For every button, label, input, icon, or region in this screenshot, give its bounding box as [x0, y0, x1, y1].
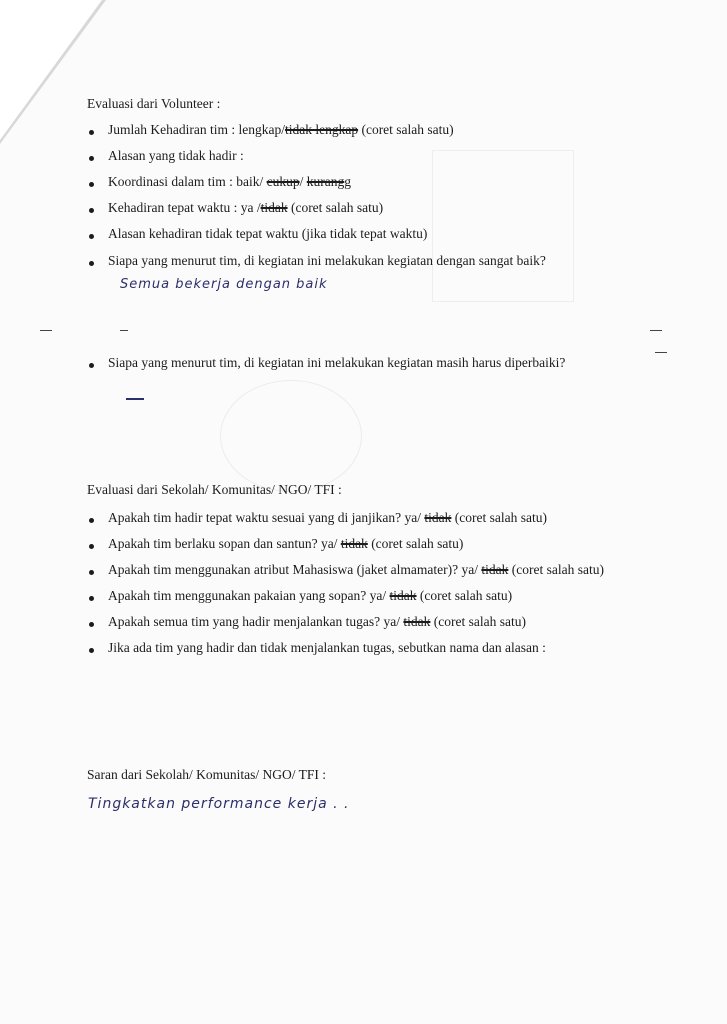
bullet	[89, 596, 94, 601]
bleed-through-box	[432, 150, 574, 302]
page-fold-corner	[0, 0, 102, 140]
bullet	[89, 544, 94, 549]
scan-mark	[650, 330, 662, 331]
volunteer-heading: Evaluasi dari Volunteer :	[87, 96, 221, 111]
handwritten-dash	[126, 398, 144, 400]
bullet	[89, 234, 94, 239]
list-item: Apakah tim menggunakan atribut Mahasiswa (jaket almamater)? ya/ tidak (coret salah satu)	[108, 562, 604, 577]
list-item: Siapa yang menurut tim, di kegiatan ini melakukan kegiatan masih harus diperbaiki?	[108, 355, 566, 370]
list-item: Apakah tim hadir tepat waktu sesuai yang di janjikan? ya/ tidak (coret salah satu)	[108, 510, 547, 525]
bullet	[89, 182, 94, 187]
bullet	[89, 518, 94, 523]
bullet	[89, 622, 94, 627]
bullet	[89, 648, 94, 653]
bullet	[89, 363, 94, 368]
list-item: Alasan yang tidak hadir :	[108, 148, 244, 163]
list-item: Siapa yang menurut tim, di kegiatan ini melakukan kegiatan dengan sangat baik?	[108, 253, 546, 268]
bullet	[89, 261, 94, 266]
list-item: Apakah tim menggunakan pakaian yang sopan? ya/ tidak (coret salah satu)	[108, 588, 513, 603]
handwritten-answer: Semua bekerja dengan baik	[120, 277, 328, 292]
bullet	[89, 208, 94, 213]
list-item: Jumlah Kehadiran tim : lengkap/tidak lengkap (coret salah satu)	[108, 122, 454, 137]
bullet	[89, 570, 94, 575]
handwritten-answer: Tingkatkan performance kerja . .	[88, 796, 350, 812]
list-item: Apakah semua tim yang hadir menjalankan tugas? ya/ tidak (coret salah satu)	[108, 614, 526, 629]
bleed-through-mark	[220, 380, 362, 492]
list-item: Koordinasi dalam tim : baik/ cukup/ kurangg	[108, 174, 351, 189]
school-heading: Evaluasi dari Sekolah/ Komunitas/ NGO/ TFI :	[87, 482, 342, 497]
bullet	[89, 130, 94, 135]
scan-mark	[40, 330, 52, 331]
scan-mark	[120, 330, 128, 331]
saran-heading: Saran dari Sekolah/ Komunitas/ NGO/ TFI :	[87, 767, 326, 782]
list-item: Alasan kehadiran tidak tepat waktu (jika tidak tepat waktu)	[108, 226, 428, 241]
list-item: Jika ada tim yang hadir dan tidak menjalankan tugas, sebutkan nama dan alasan :	[108, 640, 546, 655]
scan-mark	[655, 352, 667, 353]
list-item: Kehadiran tepat waktu : ya /tidak (coret salah satu)	[108, 200, 384, 215]
bullet	[89, 156, 94, 161]
list-item: Apakah tim berlaku sopan dan santun? ya/ tidak (coret salah satu)	[108, 536, 464, 551]
